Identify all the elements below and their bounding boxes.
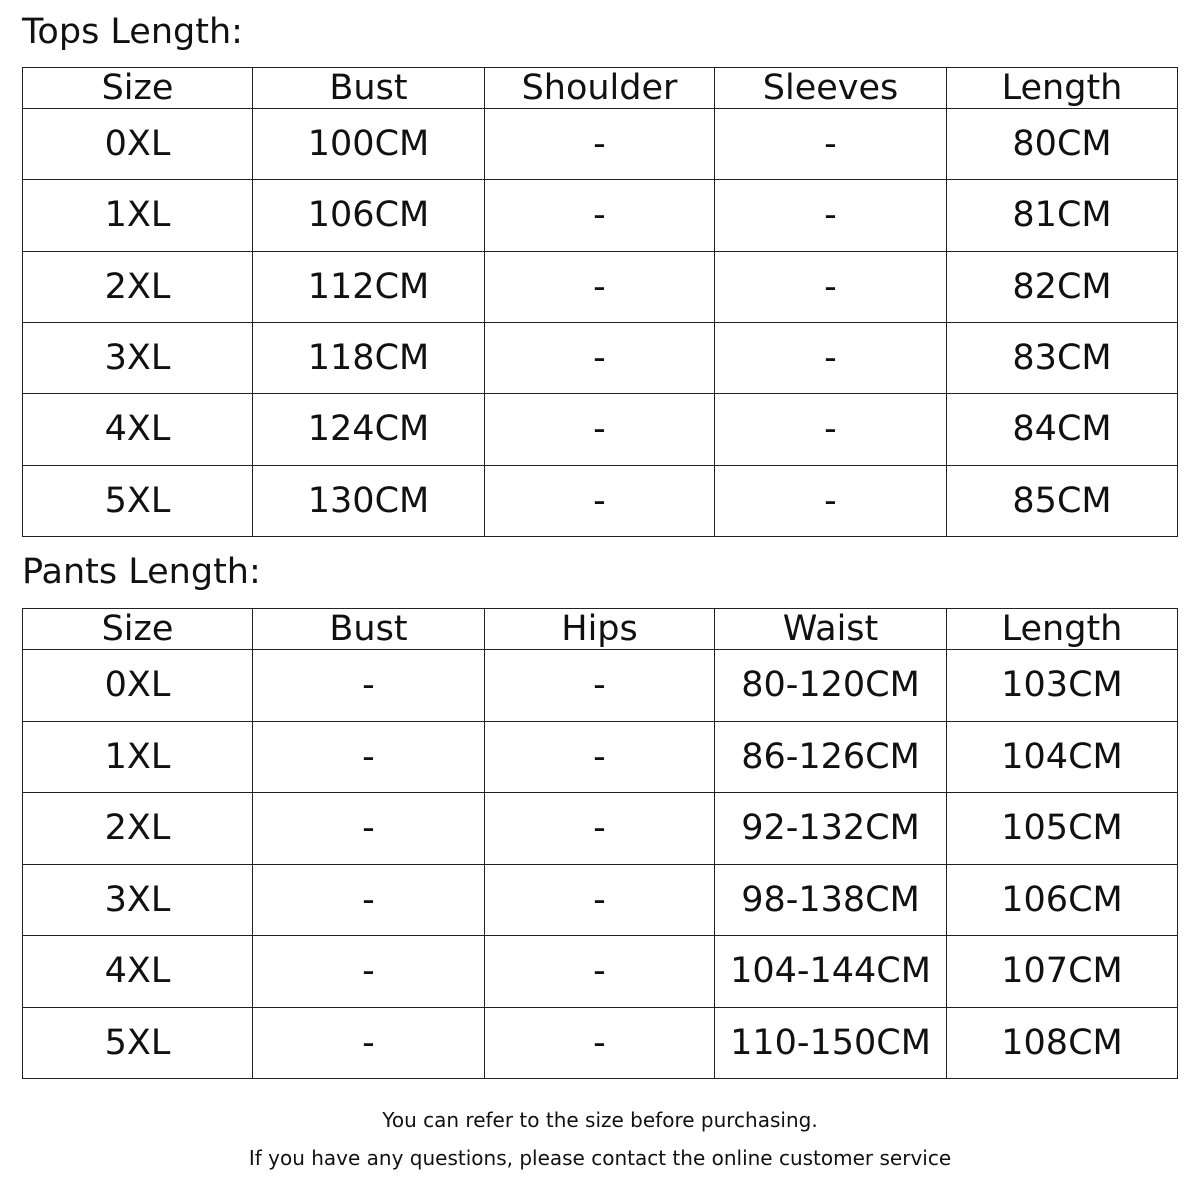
table-cell: - <box>485 864 715 936</box>
table-row <box>23 322 1178 393</box>
column-header-length: Length <box>947 609 1178 650</box>
column-header-hips: Hips <box>485 609 715 650</box>
table-cell: 130CM <box>253 465 485 536</box>
table-row <box>23 109 1178 180</box>
table-cell: 1XL <box>23 721 253 793</box>
table-cell: 108CM <box>947 1007 1178 1079</box>
column-header-size: Size <box>23 68 253 109</box>
table-cell: 106CM <box>253 180 485 251</box>
table-cell: 1XL <box>23 180 253 251</box>
table-cell: 106CM <box>947 864 1178 936</box>
table-cell: 82CM <box>947 251 1178 322</box>
pants-section-title: Pants Length: <box>22 552 261 592</box>
table-cell: 118CM <box>253 322 485 393</box>
table-cell: - <box>253 1007 485 1079</box>
table-row <box>23 180 1178 251</box>
table-cell: 103CM <box>947 650 1178 722</box>
table-row <box>23 936 1178 1008</box>
table-row <box>23 465 1178 536</box>
table-cell: 85CM <box>947 465 1178 536</box>
table-cell: 107CM <box>947 936 1178 1008</box>
table-cell: 2XL <box>23 251 253 322</box>
footer-note-size-reference: You can refer to the size before purchasing. <box>382 1108 818 1132</box>
column-header-size: Size <box>23 609 253 650</box>
table-cell: 92-132CM <box>715 793 947 865</box>
table-cell: - <box>485 109 715 180</box>
table-row <box>23 394 1178 465</box>
table-cell: 3XL <box>23 864 253 936</box>
column-header-sleeves: Sleeves <box>715 68 947 109</box>
table-cell: 80-120CM <box>715 650 947 722</box>
table-cell: - <box>485 936 715 1008</box>
table-row <box>23 650 1178 722</box>
table-cell: 84CM <box>947 394 1178 465</box>
table-header-row <box>23 609 1178 650</box>
table-cell: - <box>715 465 947 536</box>
table-row <box>23 793 1178 865</box>
table-cell: 80CM <box>947 109 1178 180</box>
table-cell: 5XL <box>23 465 253 536</box>
table-cell: 2XL <box>23 793 253 865</box>
table-cell: - <box>715 251 947 322</box>
table-cell: 5XL <box>23 1007 253 1079</box>
table-cell: - <box>485 721 715 793</box>
table-cell: - <box>485 465 715 536</box>
table-cell: - <box>253 650 485 722</box>
table-cell: - <box>253 864 485 936</box>
column-header-bust: Bust <box>253 609 485 650</box>
table-cell: - <box>715 109 947 180</box>
table-cell: 112CM <box>253 251 485 322</box>
table-cell: - <box>253 793 485 865</box>
table-cell: - <box>715 394 947 465</box>
table-cell: 104-144CM <box>715 936 947 1008</box>
table-cell: - <box>253 936 485 1008</box>
column-header-waist: Waist <box>715 609 947 650</box>
table-cell: 100CM <box>253 109 485 180</box>
table-row <box>23 1007 1178 1079</box>
table-cell: - <box>485 793 715 865</box>
tops-section-title: Tops Length: <box>22 12 243 52</box>
column-header-length: Length <box>947 68 1178 109</box>
table-cell: - <box>485 180 715 251</box>
column-header-bust: Bust <box>253 68 485 109</box>
table-cell: 83CM <box>947 322 1178 393</box>
footer-note-contact-service: If you have any questions, please contact the online customer service <box>248 1146 952 1170</box>
table-cell: - <box>485 394 715 465</box>
table-cell: 3XL <box>23 322 253 393</box>
table-cell: - <box>485 322 715 393</box>
table-row <box>23 721 1178 793</box>
table-cell: 81CM <box>947 180 1178 251</box>
table-cell: - <box>715 180 947 251</box>
table-cell: - <box>485 251 715 322</box>
table-cell: 4XL <box>23 936 253 1008</box>
table-header-row <box>23 68 1178 109</box>
table-cell: 86-126CM <box>715 721 947 793</box>
tops-size-table <box>22 67 1178 537</box>
table-row <box>23 251 1178 322</box>
table-cell: 124CM <box>253 394 485 465</box>
table-cell: 105CM <box>947 793 1178 865</box>
table-cell: - <box>485 650 715 722</box>
table-cell: 110-150CM <box>715 1007 947 1079</box>
table-cell: - <box>715 322 947 393</box>
table-cell: 0XL <box>23 109 253 180</box>
pants-size-table <box>22 608 1178 1079</box>
table-cell: - <box>253 721 485 793</box>
table-cell: 104CM <box>947 721 1178 793</box>
table-cell: 0XL <box>23 650 253 722</box>
table-cell: 4XL <box>23 394 253 465</box>
table-cell: 98-138CM <box>715 864 947 936</box>
table-row <box>23 864 1178 936</box>
table-cell: - <box>485 1007 715 1079</box>
column-header-shoulder: Shoulder <box>485 68 715 109</box>
